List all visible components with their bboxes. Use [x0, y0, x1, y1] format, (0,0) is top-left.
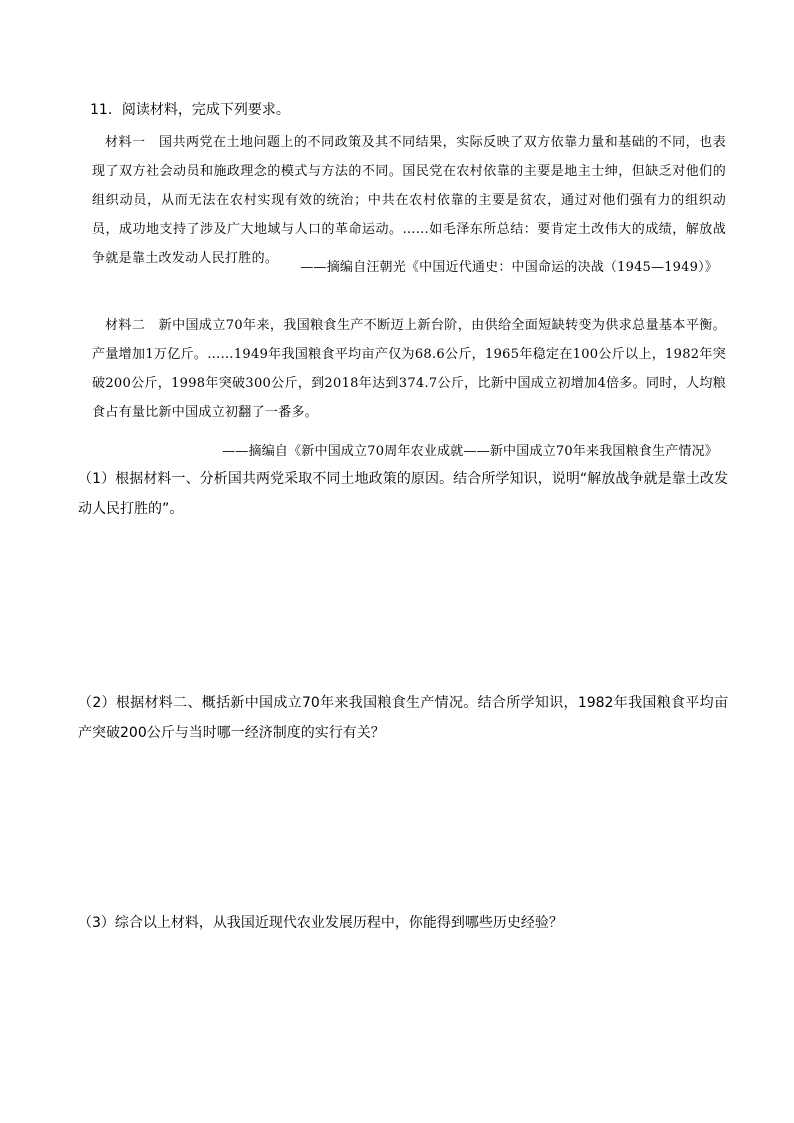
sub-question-2: （2）根据材料二、概括新中国成立70年来我国粮食生产情况。结合所学知识，1982年我国粮食平均亩产突破200公斤与当时哪一经济制度的实行有关？: [78, 695, 728, 741]
material-two-source: ——摘编自《新中国成立70周年农业成就——新中国成立70年来我国粮食生产情况》: [222, 444, 718, 459]
material-one-source: ——摘编自汪朝光《中国近代通史：中国命运的决战（1945—1949）》: [300, 260, 718, 275]
material-one-text: 材料一 国共两党在土地问题上的不同政策及其不同结果，实际反映了双方依靠力量和基础的不同，也表现了双方社会动员和施政理念的模式与方法的不同。国民党在农村依靠的主要是地主士绅，但缺乏对他们的组织动员，从而无法在农村实现有效的统治；中共在农村依靠的主要是贫农，通过对他们强有力的组织动员，成功地支持了涉及广大地域与人口的革命运动。……如毛泽东所总结：要肯定土改伟大的成绩，解放战争就是靠土改发动人民打胜的。: [92, 135, 726, 266]
question-title: 11．阅读材料，完成下列要求。: [90, 102, 290, 118]
sub-question-1: （1）根据材料一、分析国共两党采取不同土地政策的原因。结合所学知识，说明“解放战争就是靠土改发动人民打胜的”。: [78, 471, 728, 517]
sub-question-3: （3）综合以上材料，从我国近现代农业发展历程中，你能得到哪些历史经验？: [78, 915, 563, 931]
material-two-text: 材料二 新中国成立70年来，我国粮食生产不断迈上新台阶，由供给全面短缺转变为供求总量基本平衡。产量增加1万亿斤。……1949年我国粮食平均亩产仅为68.6公斤，1965年稳定在100公斤以上，1982年突破200公斤，1998年突破300公斤，到2018年达到374.7公斤，比新中国成立初增加4倍多。同时，人均粮食占有量比新中国成立初翻了一番多。: [92, 318, 726, 420]
